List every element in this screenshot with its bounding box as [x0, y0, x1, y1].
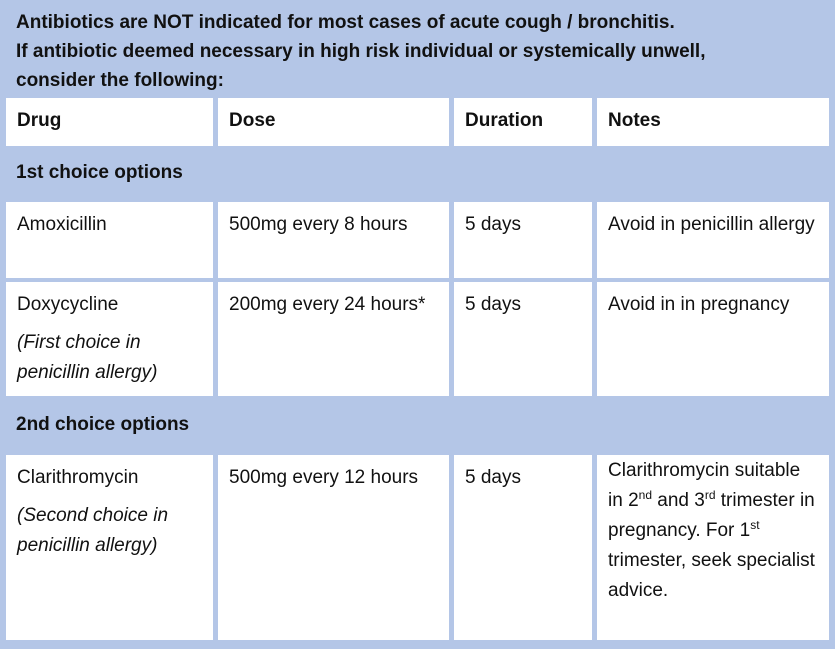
- amoxicillin-drug-cell: Amoxicillin: [6, 202, 213, 278]
- column-header-drug: Drug: [6, 98, 213, 146]
- header-line-2: If antibiotic deemed necessary in high risk individual or systemically unwell,: [16, 41, 706, 62]
- amoxicillin-duration-cell: 5 days: [454, 202, 592, 278]
- doxycycline-dose-cell: 200mg every 24 hours*: [218, 282, 449, 396]
- notes-text-4: trimester, seek specialist advice.: [608, 550, 815, 601]
- doxycycline-drug-name: Doxycycline: [17, 294, 119, 315]
- clarithromycin-drug-note: (Second choice in penicillin allergy): [17, 505, 169, 556]
- doxycycline-drug-note: (First choice in penicillin allergy): [17, 332, 158, 383]
- header-line-1: Antibiotics are NOT indicated for most cases of acute cough / bronchitis.: [16, 12, 675, 33]
- doxycycline-notes-cell: Avoid in in pregnancy: [597, 282, 829, 396]
- superscript-nd: nd: [638, 488, 652, 502]
- amoxicillin-dose-cell: 500mg every 8 hours: [218, 202, 449, 278]
- superscript-rd: rd: [704, 488, 716, 502]
- doxycycline-duration-cell: 5 days: [454, 282, 592, 396]
- clarithromycin-notes-cell: [597, 455, 829, 640]
- notes-text-2: and 3: [652, 490, 705, 511]
- clarithromycin-dose-cell: 500mg every 12 hours: [218, 455, 449, 640]
- column-header-dose: Dose: [218, 98, 449, 146]
- amoxicillin-notes-cell: Avoid in penicillin allergy: [597, 202, 829, 278]
- header-line-3: consider the following:: [16, 70, 224, 91]
- column-header-duration: Duration: [454, 98, 592, 146]
- clarithromycin-duration-cell: 5 days: [454, 455, 592, 640]
- table-header-note: [16, 8, 826, 95]
- clarithromycin-drug-cell: [6, 455, 213, 640]
- column-header-notes: Notes: [597, 98, 829, 146]
- doxycycline-drug-cell: [6, 282, 213, 396]
- clarithromycin-drug-name: Clarithromycin: [17, 467, 139, 488]
- section-second-choice: 2nd choice options: [16, 414, 190, 435]
- notes-text-1: Clarithromycin suitable in 2: [608, 460, 801, 511]
- section-first-choice: 1st choice options: [16, 162, 183, 183]
- superscript-st: st: [750, 518, 760, 532]
- notes-text-3: trimester in pregnancy. For 1: [608, 490, 815, 541]
